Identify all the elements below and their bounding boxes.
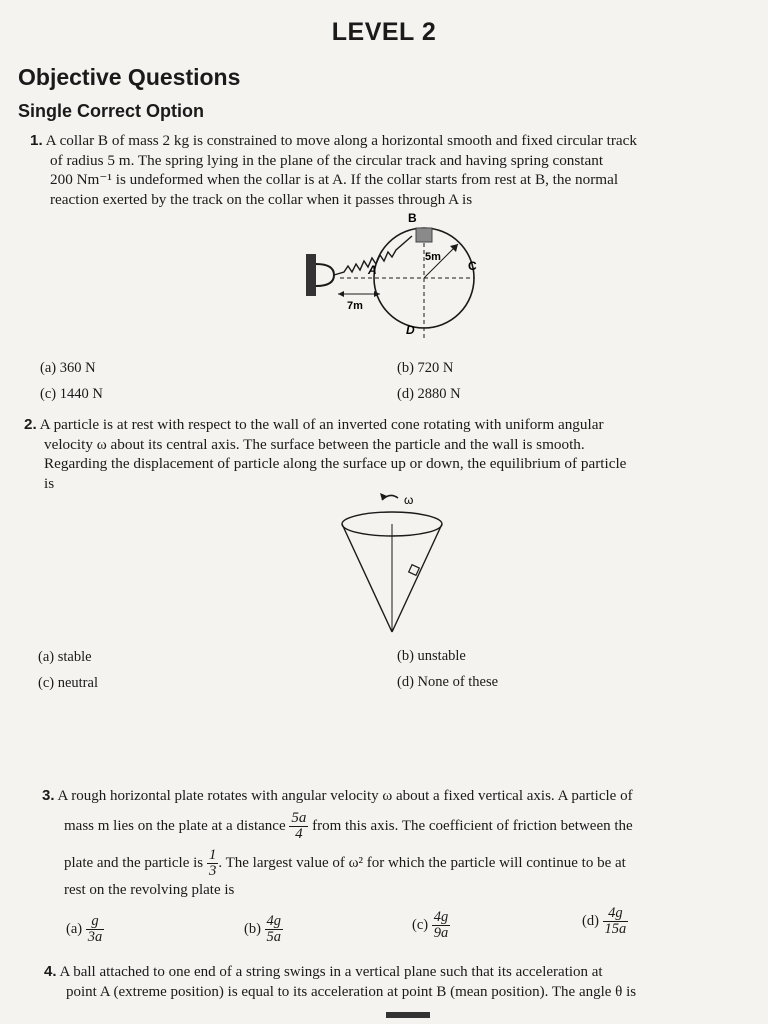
q3-option-d: (d) $\frac{4g}{15a}$ — [582, 905, 627, 937]
q3-fraction-distance: $\frac{5a}{4}$ — [291, 809, 307, 842]
q1-option-b: (b) 720 N — [397, 360, 454, 376]
q3-line-4: rest on the revolving plate is — [64, 881, 235, 898]
q2-line-3: Regarding the displacement of particle along the surface up or down, the equilibrium of particle — [44, 455, 627, 472]
q2-option-a: (a) stable — [38, 649, 92, 665]
q2-option-c: (c) neutral — [38, 675, 98, 691]
q2-option-d: (d) None of these — [397, 674, 499, 690]
distance-arrowhead-left — [338, 291, 344, 297]
q1-line-3: 200 Nm⁻¹ is undeformed when the collar is at A. If the collar starts from rest at B, the normal — [50, 171, 619, 188]
section-heading: Objective Questions — [18, 64, 241, 90]
question-1 — [30, 131, 738, 209]
q2-line-1: 2. A particle is at rest with respect to the wall of an inverted cone rotating with uniform angular — [24, 416, 604, 433]
q2-line-2: velocity ω about its central axis. The surface between the particle and the wall is smooth. — [44, 435, 585, 453]
wall-support — [306, 254, 316, 296]
question-2 — [24, 415, 742, 493]
q1-number: 1. — [30, 132, 43, 149]
q3-option-b: (b) $\frac{4g}{5a}$ — [244, 913, 282, 945]
label-C: C — [468, 259, 477, 273]
q1-option-c: (c) 1440 N — [40, 386, 103, 402]
q3-option-a: (a) $\frac{g}{3a}$ — [66, 913, 103, 945]
question-4 — [44, 962, 752, 1002]
q3-line-1: 3. A rough horizontal plate rotates with angular velocity ω about a fixed vertical axis. A particle of — [42, 787, 633, 804]
q2-number: 2. — [24, 416, 37, 433]
q1-option-d: (d) 2880 N — [397, 386, 461, 402]
subsection-heading: Single Correct Option — [18, 101, 205, 121]
page-edge-mark — [386, 1012, 430, 1018]
q4-number: 4. — [44, 963, 57, 980]
q1-line-2: of radius 5 m. The spring lying in the plane of the circular track and having spring constant — [50, 151, 604, 169]
particle — [409, 565, 420, 576]
q1-option-a: (a) 360 N — [40, 360, 96, 376]
label-distance: 7m — [347, 300, 363, 312]
label-radius: 5m — [425, 251, 441, 263]
question-3 — [42, 786, 748, 900]
q1-circular-track-figure — [300, 208, 500, 348]
cone-right-edge — [392, 524, 442, 632]
q3-fraction-friction: $\frac{1}{3}$ — [208, 846, 217, 879]
q2-line-4: is — [44, 474, 55, 492]
level-heading: LEVEL 2 — [331, 18, 437, 46]
q4-line-2: point A (extreme position) is equal to its acceleration at point B (mean position). The angle θ is — [66, 983, 637, 1000]
q3-line-3: plate and the particle is $\frac{1}{3}$ . The largest value of ω² for which the particle will continue to be at — [64, 846, 626, 879]
collar-block — [416, 228, 432, 242]
q1-line-4: reaction exerted by the track on the collar when it passes through A is — [50, 190, 473, 208]
q4-line-1: 4. A ball attached to one end of a string swings in a vertical plane such that its acceleration at — [44, 963, 603, 980]
q3-number: 3. — [42, 787, 55, 804]
q2-option-b: (b) unstable — [397, 648, 466, 664]
label-D: D — [406, 323, 415, 337]
cone-left-edge — [342, 524, 392, 632]
q2-inverted-cone-figure — [332, 488, 452, 638]
spring-mount — [316, 264, 334, 286]
label-B: B — [408, 211, 417, 225]
q3-option-c: (c) $\frac{4g}{9a}$ — [412, 909, 449, 941]
q3-line-2: mass m lies on the plate at a distance $\frac{5a}{4}$ from this axis. The coefficient of friction between the — [64, 809, 633, 842]
q1-line-1: 1. A collar B of mass 2 kg is constrained to move along a horizontal smooth and fixed circular track — [30, 132, 637, 149]
label-A: A — [368, 263, 377, 277]
label-omega: ω — [404, 493, 414, 507]
